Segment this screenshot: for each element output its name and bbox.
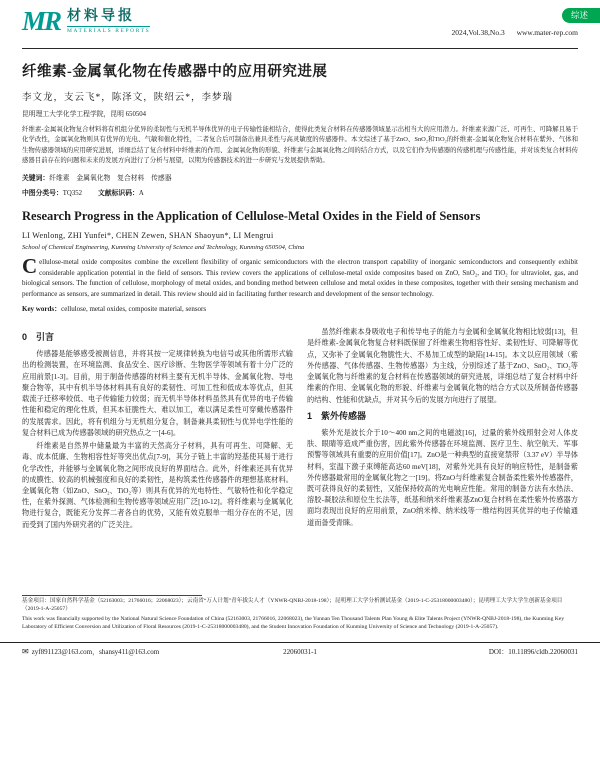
keywords-label-cn: 关键词： xyxy=(22,174,50,182)
clc-label: 中图分类号： xyxy=(22,189,63,197)
doc-code-label: 文献标识码： xyxy=(98,189,139,197)
abstract-en xyxy=(22,254,578,299)
intro-paragraph-3: 虽然纤维素本身吸收电子和传导电子的能力与金属和金属氧化物相比较弱[13]，但是纤维素-金属氧化物复合材料既保留了纤维素生物相容性好、柔韧性好、可降解等优点，又弥补了金属氧化物脆性大、不易加工成型的缺陷[14-15]。本文以应用领域（紫外传感器、气体传感器、生物传感器）为主线，分别综述了基于ZnO、SnO₂、TiO₂等金属氧化物与纤维素的复合材料在传感器领域的研究进展，详细总结了复合材料中纤维素的作用、金属氧化物的形貌、纤维素与金属氧化物的结合方式以及所制备传感器的结构、性能和优缺点，并对其今后的发展方向进行了展望。 xyxy=(307,328,578,404)
affiliation-en: School of Chemical Engineering, Kunming University of Science and Technology, Kunming 650504, China xyxy=(22,244,305,252)
section-heading-intro: 0 引言 xyxy=(22,332,55,343)
page-footer-bar xyxy=(0,642,600,657)
article-title-cn: 纤维素-金属氧化物在传感器中的应用研究进展 xyxy=(22,64,328,80)
issue-number: 2024,Vol.38,No.3 xyxy=(451,28,505,37)
section-heading-uv-sensors: 1 紫外传感器 xyxy=(307,410,367,421)
review-badge: 综述 xyxy=(562,8,600,23)
classification-line xyxy=(22,187,578,197)
keywords-cn: 纤维素 金属氧化物 复合材料 传感器 xyxy=(49,174,172,182)
doi-text: DOI：10.11896/cldb.22060031 xyxy=(488,648,578,657)
keywords-en: cellulose, metal oxides, composite material, sensors xyxy=(61,305,207,314)
header-divider xyxy=(22,48,578,49)
journal-name-en: MATERIALS REPORTS xyxy=(67,27,151,34)
journal-website-link[interactable]: www.mater-rep.com xyxy=(516,28,578,37)
contact-emails[interactable] xyxy=(22,647,159,657)
page-id: 22060031-1 xyxy=(283,648,317,657)
logo-mr-monogram: MR xyxy=(22,6,61,36)
journal-name-cn: 材料导报 xyxy=(67,8,136,24)
abstract-dropcap: C xyxy=(22,254,38,279)
affiliation-cn: 昆明理工大学化学工程学院，昆明 650504 xyxy=(22,111,147,118)
keywords-label-en: Key words： xyxy=(22,305,62,314)
keywords-line-en xyxy=(22,304,578,314)
page-header xyxy=(22,6,588,46)
intro-paragraph-1: 传感器是能够感受被测信息，并将其按一定规律转换为电信号或其他所需形式输出的检测装置，在环境监测、食品安全、医疗诊断、生物医学等领域有着十分广泛的应用前景[1-3]。目前，用于制备传感器的材料主要有无机半导体、金属氧化物、导电聚合物等，其中有机半导体材料具有良好的柔韧性、可加工性和低成本等优点，但其载流子迁移率较低、电子传输能力较弱；而无机半导体材料虽然具有优异的电子传输性能和稳定的理化性质，但其本征脆性大、难以加工，难以满足柔性可穿戴传感器件的发展需求。因此，将有机组分与无机组分复合，制备兼具柔韧性与优异电学性能的复合材料已成为传感器领域的研究热点之一[4-6]。 xyxy=(22,350,293,437)
email-addresses[interactable]: zyf891123@163.com，shansy411@163.com xyxy=(31,648,160,657)
funding-en: This work was financially supported by the National Natural Science Foundation of China (52163003, 21766016, 22068023), the Yunnan Ten Thousand Talents Plan Young & Elite Talents Project (YNWR-QNBJ-2018-198), the Kunming Key Laboratory of Efficient Conversion and Utilization of Floral Resources (2019-1-C-25318000003480), and the Student Innovation Foundation of Kunming University of Science and Technology (2019-1-A-25057). xyxy=(22,615,565,631)
issue-info xyxy=(442,28,579,37)
abstract-cn: 纤维素-金属氧化物复合材料将有机组分优异的柔韧性与无机半导体优异的电子传输性能相结合，使得此类复合材料在传感器领域显示出相当大的应用潜力。纤维素来源广泛、可再生、可降解且易于化学改性，金属氧化物则具有优异的光电、气敏和催化特性，二者复合后可制备出兼具柔性与高灵敏度的传感器件。本文综述了基于ZnO、SnO₂和TiO₂的纤维素-金属氧化物复合材料在紫外、气体和生物传感器领域的应用研究进展，详细总结了复合材料中纤维素的作用、金属氧化物的形貌、纤维素与金属氧化物之间的结合方式，以及它们作为传感器的传感机理与传感性能，并对该类复合材料传感器目前存在的问题和未来的发展方向进行了分析与展望，以期为传感器技术的进一步研究与发展提供帮助。 xyxy=(22,126,578,165)
authors-en: LI Wenlong, ZHI Yunfei*, CHEN Zewen, SHAN Shaoyun*, LI Mengrui xyxy=(22,231,274,241)
intro-paragraph-2: 纤维素是自然界中储量最为丰富的天然高分子材料，具有可再生、可降解、无毒、成本低廉、生物相容性好等突出优点[7-9]，其分子链上丰富的羟基使其易于进行化学改性，并能够与金属氧化物之间形成良好的界面结合。此外，纤维素还具有优异的成膜性、较高的机械强度和良好的柔韧性，是构筑柔性传感器件的理想基底材料。金属氧化物（如ZnO、SnO₂、TiO₂等）则具有优异的光电特性、气敏特性和化学稳定性，在紫外探测、气体检测和生物传感等领域应用广泛[10-12]。将纤维素与金属氧化物进行复合，既能充分发挥二者各自的优势，又能有效克服单一组分存在的不足，因而受到了国内外研究者的广泛关注。 xyxy=(22,442,293,529)
footnote-divider xyxy=(22,595,202,596)
envelope-icon: ✉ xyxy=(22,647,29,657)
authors-cn: 李文龙，支云飞*，陈泽文，陕绍云*，李梦瑞 xyxy=(22,93,234,103)
journal-logo xyxy=(22,6,150,36)
keywords-line-cn xyxy=(22,172,578,182)
abstract-en-text: ellulose-metal oxide composites combine the excellent flexibility of organic semiconductors with the electron transport capability of inorganic semiconductors and consequently exhibit considerable application potential in the field of sensors. This review covers the applications of cellulose-metal oxide composites based on ZnO, SnO₂, and TiO₂ for ultraviolet, gas, and biological sensors. The function of cellulose, morphology of metal oxides, and bonding method between cellulose and metal oxides in these composites, together with their sensing mechanism and performance as sensors, are summarized in detail. This review should aid in facilitating further research and development of the sensor technology. xyxy=(22,258,578,298)
funding-footnote xyxy=(22,595,578,634)
clc-value: TQ352 xyxy=(62,189,83,197)
funding-cn: 基金项目：国家自然科学基金（52163003；21766016；22068023）；云南省“万人计划”青年拔尖人才（YNWR-QNBJ-2018-198）；昆明理工大学分析测试基金（2019-1-C-25318000003480）；昆明理工大学大学生创新基金项目（2019-1-A-25057） xyxy=(22,597,563,613)
article-title-en: Research Progress in the Application of Cellulose-Metal Oxides in the Field of Sensors xyxy=(22,208,481,223)
journal-name-block xyxy=(67,9,150,34)
doc-code-value: A xyxy=(138,189,144,197)
uv-sensor-paragraph-1: 紫外光是波长介于10～400 nm之间的电磁波[16]，过量的紫外线照射会对人体皮肤、眼睛等造成严重伤害，因此紫外传感器在环境监测、医疗卫生、航空航天、军事预警等领域具有重要的应用价值[17]。ZnO是一种典型的直接宽禁带（3.37 eV）半导体材料，室温下激子束缚能高达60 meV[18]，对紫外光具有良好的响应特性，是制备紫外传感器最常用的金属氧化物之一[19]。将ZnO与纤维素复合制备柔性紫外传感器件，既可获得良好的柔韧性，又能保持较高的光电响应性能。常用的制备方法有水热法、溶胶-凝胶法和原位生长法等，纸基和纳米纤维素基ZnO复合材料在柔性紫外传感器方面均表现出良好的应用前景，ZnO纳米棒、纳米线等一维结构因其优异的电子传输通道而备受青睐。 xyxy=(307,428,578,527)
